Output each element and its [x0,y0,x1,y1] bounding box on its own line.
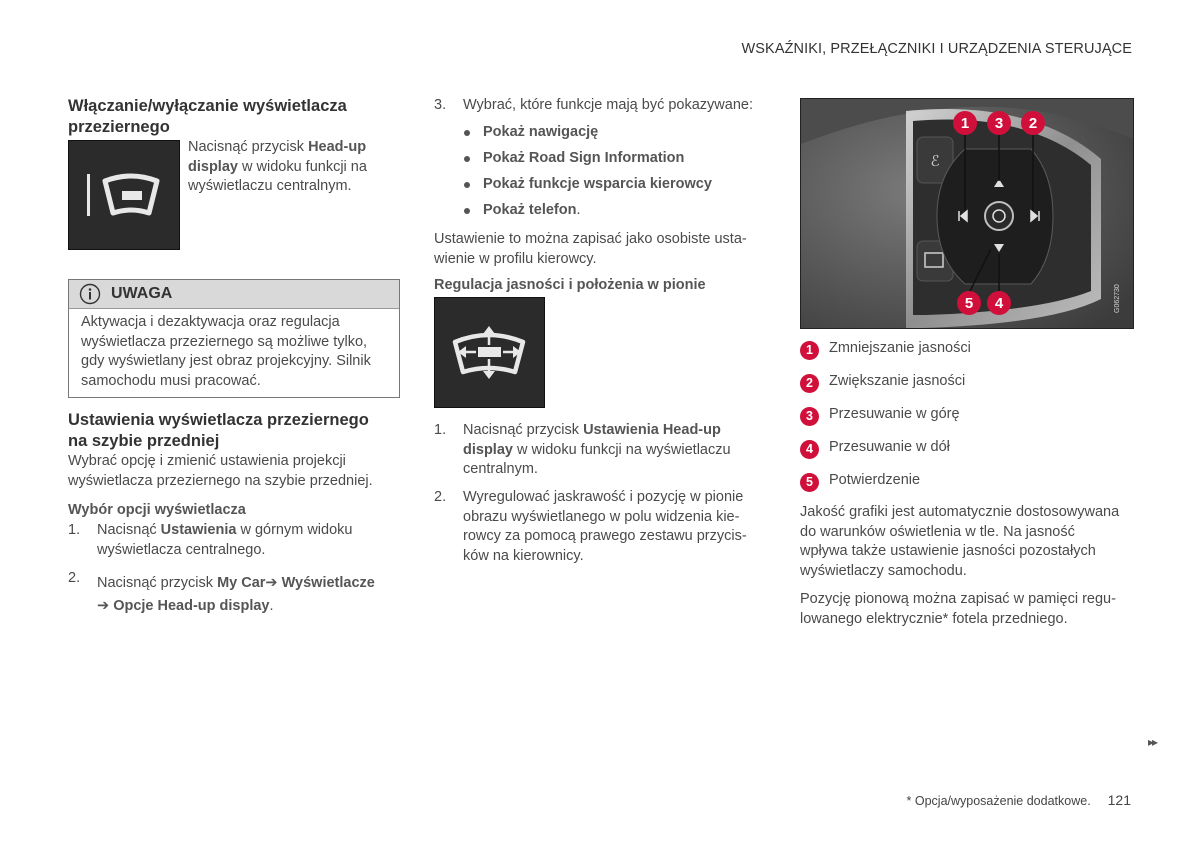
step-item [434,488,764,568]
options-list [434,123,764,227]
windshield-adjust-icon [435,298,544,407]
step-text [463,488,763,566]
footer [907,791,1131,812]
para-line: Pozycję pionową można zapisać w pamięci regu- [800,591,1116,607]
step-number: 2. [434,489,447,505]
info-icon [79,283,101,305]
legend-text: Przesuwanie w dół [829,439,950,455]
legend-text: Zwiększanie jasności [829,373,966,389]
step-item [68,521,402,563]
text: centralnym. [463,461,538,477]
note-line: gdy wyświetlany jest obraz projekcyjny. Silnik [81,353,371,369]
text: w widoku funkcji na wyświetlaczu [512,441,731,458]
bullet-icon [464,182,470,188]
legend-item [800,405,1135,427]
callout-badge: 1 [800,341,819,360]
text: w górnym widoku [236,522,353,538]
save-paragraph [434,230,764,269]
page-number: 121 [1107,792,1131,808]
steering-wheel-photo [800,98,1134,329]
para-line: wyświetlaczy samochodu. [800,562,967,579]
step-number: 3. [434,97,447,113]
svg-text:3: 3 [994,115,1004,132]
list-item [434,201,764,223]
text: Nacisnąć przycisk [97,575,218,591]
ui-term: Head-up [308,139,367,155]
step-item [434,421,764,483]
continue-arrows-icon: ▸▸ [1148,735,1157,749]
step-item [68,569,402,615]
heading-line: przeziernego [68,118,170,136]
text-line: ków na kierownicy. [463,547,584,564]
svg-text:4: 4 [994,295,1004,312]
menu-path-item: Opcje Head-up display [113,598,270,614]
text: wyświetlaczu centralnym. [188,178,352,194]
ui-term: Ustawienia Head-up [583,422,721,438]
para-line: Wybrać opcję i zmienić ustawienia projekcji [68,453,346,469]
ui-term: display [463,441,513,458]
bullet-icon [464,130,470,136]
callout-badge: 5 [800,473,819,492]
windshield-display-icon [69,141,179,249]
note-line: samochodu musi pracować. [81,372,261,389]
legend-text: Zmniejszanie jasności [829,340,971,356]
step-number: 1. [434,422,447,438]
step-text [97,572,407,618]
callout-badge: 3 [800,407,819,426]
graphics-paragraph [800,503,1135,581]
option-label: Pokaż nawigację [483,124,599,140]
text: Nacisnąć przycisk [463,422,584,438]
step-text [463,421,763,480]
callout-badge: 4 [800,440,819,459]
text: wyświetlacza centralnego. [97,541,266,558]
footnote: * Opcja/wyposażenie dodatkowe. [906,794,1091,808]
option-label: Pokaż Road Sign Information [483,150,685,166]
note-title: UWAGA [111,285,173,302]
text: . [576,202,581,218]
note-line: wyświetlacza przeziernego są możliwe tylko, [81,333,368,350]
heading-line: Ustawienia wyświetlacza przeziernego [68,411,369,429]
legend-item [800,339,1135,361]
steering-wheel-buttons-illustration [801,99,1133,328]
ui-term: Ustawienia [160,522,237,538]
para-line: Jakość grafiki jest automatycznie dostosowywana [800,504,1120,520]
memory-paragraph [800,590,1135,629]
heading-line: na szybie przedniej [68,432,220,450]
para-line: wyświetlacza przeziernego na szybie przedniej. [68,472,373,489]
list-item [434,123,764,145]
option-label: Pokaż funkcje wsparcia kierowcy [483,176,712,192]
svg-text:5: 5 [964,295,974,312]
text-line: rowcy za pomocą prawego zestawu przycis- [463,528,747,544]
svg-text:1: 1 [960,115,970,132]
text: w widoku funkcji na [237,158,367,175]
menu-path-item: My Car [217,575,266,591]
step-number: 1. [68,522,81,538]
note-line: Aktywacja i dezaktywacja oraz regulacja [81,314,340,330]
text-line: Wyregulować jaskrawość i pozycję w pionie [463,489,744,505]
heading-line: Włączanie/wyłączanie wyświetlacza [68,97,347,115]
arrow-right-icon: ➔ [97,598,110,614]
para-line: lowanego elektrycznie* fotela przedniego. [800,610,1068,627]
heading-hud-toggle [68,96,402,138]
bullet-icon [464,208,470,214]
step-item [434,96,764,118]
para-line: Ustawienie to można zapisać jako osobiste usta- [434,231,747,247]
para-line: do warunków oświetlenia w tle. Na jasność [800,523,1075,540]
legend-item [800,372,1135,394]
step-text: Wybrać, które funkcje mają być pokazywane: [463,97,753,113]
text: Nacisnąć [97,522,161,538]
step-number: 2. [68,570,81,586]
text-line: obrazu wyświetlanego w polu widzenia kie- [463,508,740,525]
subheading-brightness: Regulacja jasności i położenia w pionie [434,277,706,293]
ui-term: display [188,158,238,175]
image-code: G062730 [1114,284,1121,313]
note-box [68,279,400,398]
settings-paragraph [68,452,402,491]
svg-text:2: 2 [1028,115,1038,132]
legend-item [800,471,1135,493]
para-line: wienie w profilu kierowcy. [434,250,597,267]
bullet-icon [464,156,470,162]
legend-text: Potwierdzenie [829,472,921,488]
svg-text:ℰ: ℰ [930,152,940,170]
para-line: wpływa także ustawienie jasności pozostałych [800,543,1096,559]
list-item [434,175,764,197]
callout-badge: 2 [800,374,819,393]
text: Nacisnąć przycisk [188,139,309,155]
heading-hud-settings [68,410,402,452]
menu-path-item: Wyświetlacze [281,575,375,591]
callout-legend [800,339,1135,499]
intro-text [188,138,402,197]
hud-button-icon [68,140,180,250]
list-item [434,149,764,171]
step-text [97,521,397,560]
text: . [269,598,274,614]
note-header [69,280,399,309]
legend-text: Przesuwanie w górę [829,406,960,422]
option-label: Pokaż telefon [483,202,577,218]
arrow-right-icon: ➔ [265,575,278,591]
subheading-display-options: Wybór opcji wyświetlacza [68,502,246,518]
note-body [69,309,399,397]
hud-settings-icon [434,297,545,408]
legend-item [800,438,1135,460]
section-header: WSKAŹNIKI, PRZEŁĄCZNIKI I URZĄDZENIA STERUJĄCE [741,41,1132,57]
